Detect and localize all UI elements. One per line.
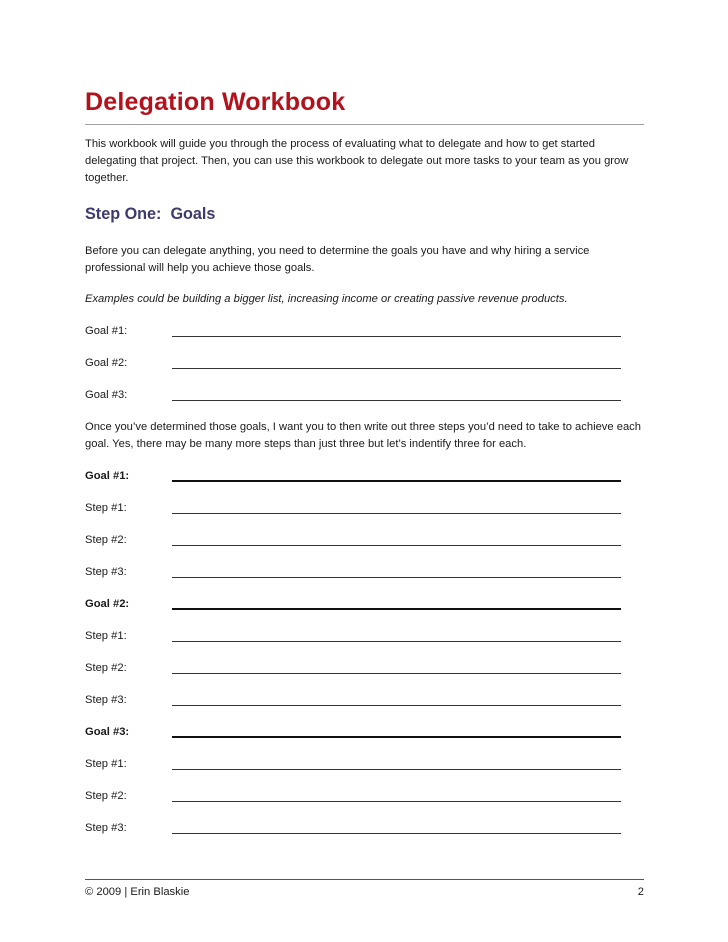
step-label: Step #2: <box>85 790 127 802</box>
step-label: Step #3: <box>85 822 127 834</box>
goal-block-3-answer-line[interactable] <box>172 736 621 738</box>
goal-3-step-3-answer-line[interactable] <box>172 833 621 834</box>
goal-block-label: Goal #2: <box>85 598 130 610</box>
goals-examples: Examples could be building a bigger list, increasing income or creating passive revenue products. <box>85 293 568 305</box>
step-label: Step #2: <box>85 534 127 546</box>
goal-2-step-3-answer-line[interactable] <box>172 705 621 706</box>
goal-2-answer-line[interactable] <box>172 368 621 369</box>
goal-1-step-1-answer-line[interactable] <box>172 513 621 514</box>
goal-2-step-1-answer-line[interactable] <box>172 641 621 642</box>
step-label: Step #2: <box>85 662 127 674</box>
goal-label: Goal #1: <box>85 325 128 337</box>
goal-1-answer-line[interactable] <box>172 336 621 337</box>
goals-instructions: Before you can delegate anything, you need to determine the goals you have and why hiring a service professional will help you achieve those goals. <box>85 245 590 274</box>
goal-1-step-2-answer-line[interactable] <box>172 545 621 546</box>
goal-block-2-answer-line[interactable] <box>172 608 621 610</box>
step-one-heading: Step One: Goals <box>85 205 216 223</box>
intro-paragraph: This workbook will guide you through the process of evaluating what to delegate and how to get started delegating that project. Then, you can use this workbook to delegate out more tasks to your team as you grow together. <box>85 138 629 184</box>
step-label: Step #3: <box>85 694 127 706</box>
goal-block-1-answer-line[interactable] <box>172 480 621 482</box>
step-label: Step #3: <box>85 566 127 578</box>
goal-2-step-2-answer-line[interactable] <box>172 673 621 674</box>
step-label: Step #1: <box>85 502 127 514</box>
goal-block-label: Goal #1: <box>85 470 130 482</box>
page-number: 2 <box>637 886 644 898</box>
goal-3-step-2-answer-line[interactable] <box>172 801 621 802</box>
goal-label: Goal #3: <box>85 389 128 401</box>
goal-3-answer-line[interactable] <box>172 400 621 401</box>
step-label: Step #1: <box>85 630 127 642</box>
goal-block-label: Goal #3: <box>85 726 130 738</box>
title-divider <box>85 124 644 125</box>
footer-divider <box>85 879 644 880</box>
goal-label: Goal #2: <box>85 357 128 369</box>
goal-3-step-1-answer-line[interactable] <box>172 769 621 770</box>
page-title: Delegation Workbook <box>85 88 346 116</box>
step-label: Step #1: <box>85 758 127 770</box>
footer-copyright: © 2009 | Erin Blaskie <box>85 886 190 898</box>
goal-1-step-3-answer-line[interactable] <box>172 577 621 578</box>
steps-instructions: Once you’ve determined those goals, I want you to then write out three steps you’d need to take to achieve each goal. Yes, there may be many more steps than just three but let’s indentify three for each. <box>85 421 641 450</box>
